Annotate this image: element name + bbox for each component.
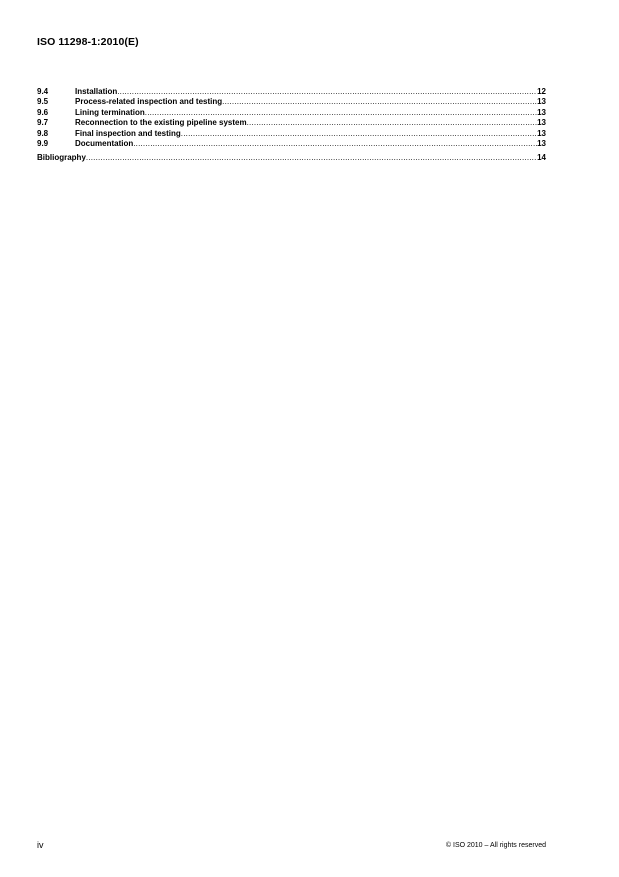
toc-entry-bibliography[interactable]	[37, 153, 546, 163]
toc-entry-page: 13	[537, 118, 546, 128]
toc-entry-number: 9.4	[37, 87, 49, 96]
toc-entry-9-6[interactable]	[37, 108, 546, 118]
toc-entry-9-9[interactable]	[37, 139, 546, 149]
document-id-header: ISO 11298-1:2010(E)	[37, 36, 139, 48]
toc-dot-leader	[247, 118, 538, 128]
toc-dot-leader	[133, 139, 537, 149]
toc-dot-leader	[222, 97, 537, 107]
toc-bibliography-page: 14	[537, 153, 546, 163]
toc-entry-9-5[interactable]	[37, 97, 546, 107]
toc-entry-number: 9.7	[37, 118, 49, 128]
toc-entry-page: 13	[537, 107, 546, 117]
toc-entry-page: 13	[537, 97, 546, 107]
toc-entry-title: Process-related inspection and testing	[75, 97, 223, 107]
toc-entry-9-8[interactable]	[37, 129, 546, 139]
toc-entry-page: 12	[537, 87, 546, 96]
toc-bibliography-title: Bibliography	[37, 153, 86, 163]
table-of-contents	[37, 87, 546, 164]
toc-entry-title: Documentation	[75, 138, 134, 148]
toc-entry-number: 9.6	[37, 107, 49, 117]
toc-entry-number: 9.9	[37, 138, 49, 148]
toc-entry-page: 13	[537, 128, 546, 138]
page-number: iv	[37, 840, 44, 850]
toc-dot-leader	[181, 129, 537, 139]
toc-entry-title: Final inspection and testing	[75, 128, 181, 138]
toc-entry-title: Reconnection to the existing pipeline system	[75, 118, 247, 128]
toc-dot-leader	[86, 153, 537, 163]
copyright-notice: © ISO 2010 – All rights reserved	[445, 842, 546, 849]
toc-entry-number: 9.5	[37, 97, 49, 107]
toc-entry-number: 9.8	[37, 128, 49, 138]
toc-entry-9-4[interactable]	[37, 87, 546, 97]
toc-entry-page: 13	[537, 138, 546, 148]
toc-dot-leader	[145, 108, 537, 118]
toc-dot-leader	[117, 87, 537, 97]
toc-entry-title: Lining termination	[75, 107, 145, 117]
toc-entry-title: Installation	[75, 87, 118, 96]
toc-entry-9-7[interactable]	[37, 118, 546, 128]
